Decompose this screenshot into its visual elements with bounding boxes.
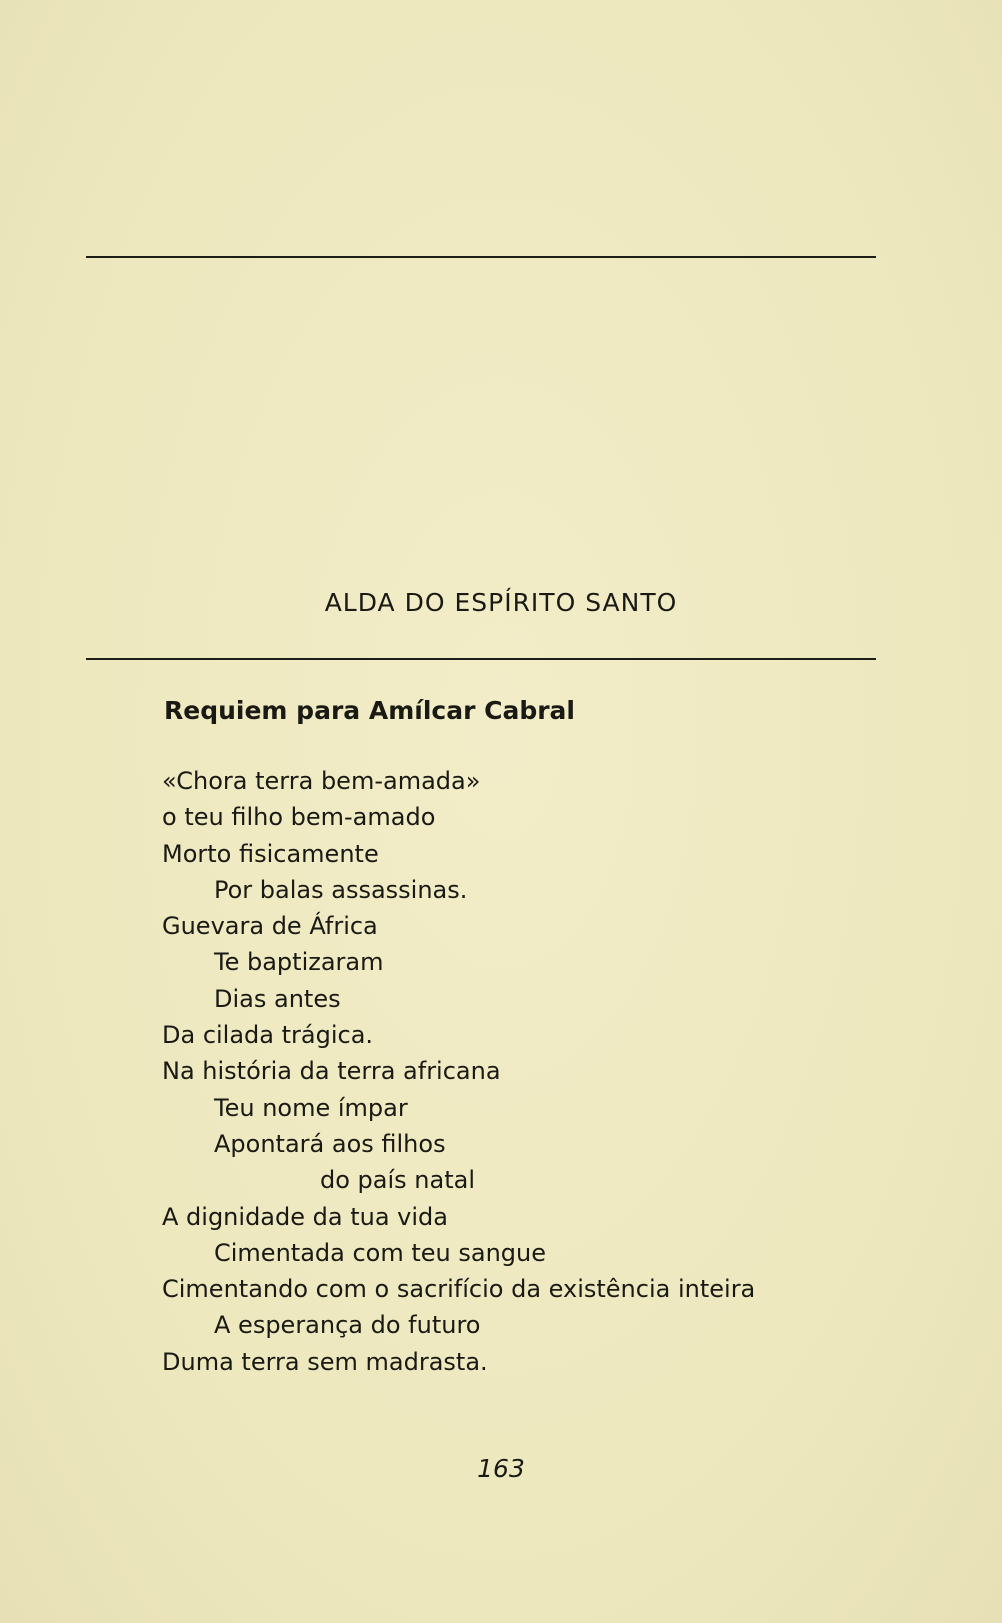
- poem-line: Na história da terra africana: [162, 1057, 501, 1086]
- poem-line: Cimentada com teu sangue: [214, 1238, 547, 1267]
- poem-line: Te baptizaram: [214, 948, 384, 977]
- poem-line: Teu nome ímpar: [214, 1093, 408, 1122]
- poem-line: Apontará aos filhos: [214, 1129, 446, 1158]
- poem-title: Requiem para Amílcar Cabral: [164, 696, 575, 725]
- poem-line: A esperança do futuro: [214, 1311, 481, 1340]
- poem-line: do país natal: [320, 1166, 475, 1195]
- poem-line: o teu filho bem-amado: [162, 803, 436, 832]
- poem-line: Por balas assassinas.: [214, 875, 468, 904]
- poem-line: «Chora terra bem-amada»: [162, 767, 481, 795]
- poem-line: Morto fisicamente: [162, 839, 379, 868]
- poem-line: Da cilada trágica.: [162, 1021, 374, 1050]
- page-number: 163: [477, 1454, 525, 1483]
- author-heading: ALDA DO ESPÍRITO SANTO: [324, 588, 678, 617]
- bottom-rule: [86, 658, 876, 660]
- poem-line: Guevara de África: [162, 912, 378, 941]
- poem-line: Dias antes: [214, 984, 341, 1013]
- poem-body: [162, 763, 755, 1380]
- poem-line: Cimentando com o sacrifício da existência inteira: [162, 1275, 756, 1304]
- top-rule: [86, 256, 876, 258]
- poem-line: Duma terra sem madrasta.: [162, 1347, 488, 1376]
- poem-line: A dignidade da tua vida: [162, 1202, 448, 1231]
